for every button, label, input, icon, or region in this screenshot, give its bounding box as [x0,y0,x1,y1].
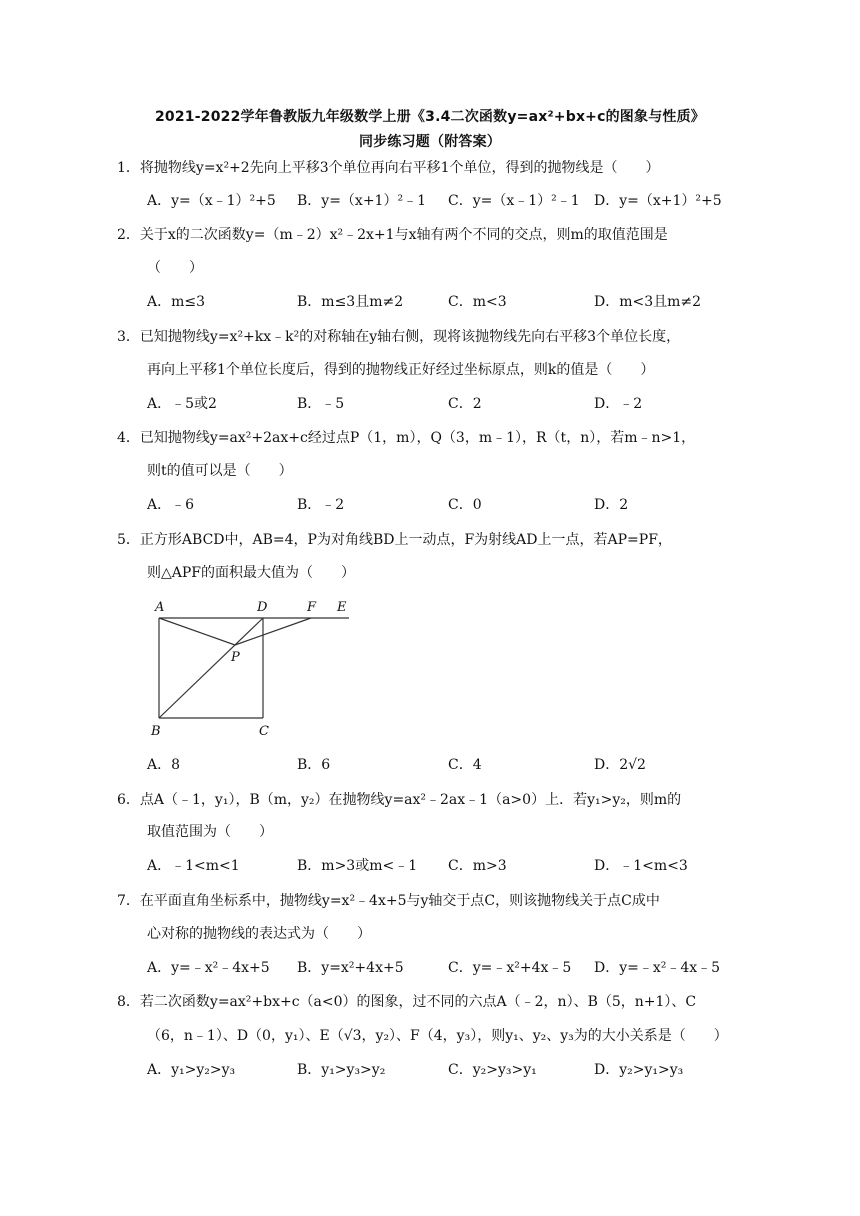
question-7-line-2: 心对称的抛物线的表达式为（ ） [147,926,371,942]
question-3-option-d: D．﹣2 [594,396,643,412]
question-8-line-1: 8．若二次函数y=ax²+bx+c（a<0）的图象，过不同的六点A（﹣2，n）、B（5，n+1）、C [117,994,697,1010]
question-4-option-d: D．2 [594,497,629,513]
segment-ap [159,618,235,645]
question-3-line-2: 再向上平移1个单位长度后，得到的抛物线正好经过坐标原点，则k的值是（ ） [147,362,655,378]
question-3-option-b: B．﹣5 [297,396,345,412]
question-8-option-b: B．y₁>y₃>y₂ [297,1062,386,1078]
label-d: D [257,600,268,615]
question-8-option-a: A．y₁>y₂>y₃ [147,1062,236,1078]
question-2-option-a: A．m≤3 [147,294,206,310]
question-8-option-d: D．y₂>y₁>y₃ [594,1062,684,1078]
document-title: 2021-2022学年鲁教版九年级数学上册《3.4二次函数y=ax²+bx+c的图象与性质》 [154,109,706,125]
document-subtitle: 同步练习题（附答案） [359,134,501,150]
question-4-line-1: 4．已知抛物线y=ax²+2ax+c经过点P（1，m），Q（3，m﹣1），R（t，n），若m﹣n>1， [117,430,696,446]
question-3-line-1: 3．已知抛物线y=x²+kx﹣k²的对称轴在y轴右侧，现将该抛物线先向右平移3个单位长度， [117,329,681,345]
question-1-line-1: 1．将抛物线y=x²+2先向上平移3个单位再向右平移1个单位，得到的抛物线是（ ） [117,160,660,176]
question-5-option-d: D．2√2 [594,757,646,773]
question-1-option-c: C．y=（x﹣1）²﹣1 [448,193,580,209]
label-f: F [307,600,317,615]
question-7-option-b: B．y=x²+4x+5 [297,960,404,976]
question-5-line-2: 则△APF的面积最大值为（ ） [147,565,356,581]
question-8-option-c: C．y₂>y₃>y₁ [448,1062,537,1078]
question-7-option-a: A．y=﹣x²﹣4x+5 [147,960,270,976]
question-2-line-1: 2．关于x的二次函数y=（m﹣2）x²﹣2x+1与x轴有两个不同的交点，则m的取值范围是 [117,227,668,243]
question-5-option-a: A．8 [147,757,181,773]
question-3-option-c: C．2 [448,396,482,412]
question-4-option-b: B．﹣2 [297,497,345,513]
question-5-line-1: 5．正方形ABCD中，AB=4，P为对角线BD上一动点，F为射线AD上一点，若AP=PF， [117,532,672,548]
question-8-line-2: （6，n﹣1）、D（0，y₁）、E（√3，y₂）、F（4，y₃），则y₁、y₂、y₃为的大小关系是（ ） [147,1028,728,1044]
question-2-option-c: C．m<3 [448,294,507,310]
question-6-option-a: A．﹣1<m<1 [147,858,240,874]
label-b: B [151,724,161,739]
square-diagram-svg [145,594,360,744]
question-1-option-d: D．y=（x+1）²+5 [594,193,722,209]
question-4-option-c: C．0 [448,497,482,513]
question-6-option-b: B．m>3或m<﹣1 [297,858,418,874]
segment-pf [235,618,311,645]
question-4-line-2: 则t的值可以是（ ） [147,463,293,479]
question-5-option-c: C．4 [448,757,482,773]
label-p: P [231,650,240,665]
question-2-line-2: （ ） [147,260,203,276]
question-7-line-1: 7．在平面直角坐标系中，抛物线y=x²﹣4x+5与y轴交于点C，则该抛物线关于点C成中 [117,893,660,909]
square-diagram [145,594,360,744]
question-6-option-d: D．﹣1<m<3 [594,858,688,874]
question-1-option-b: B．y=（x+1）²﹣1 [297,193,426,209]
question-7-option-d: D．y=﹣x²﹣4x﹣5 [594,960,721,976]
question-7-option-c: C．y=﹣x²+4x﹣5 [448,960,572,976]
label-e: E [337,600,347,615]
question-6-line-1: 6．点A（﹣1，y₁），B（m，y₂）在抛物线y=ax²﹣2ax﹣1（a>0）上．若y₁>y₂，则m的 [117,792,682,808]
label-c: C [259,724,269,739]
label-a: A [155,600,165,615]
question-5-option-b: B．6 [297,757,331,773]
question-4-option-a: A．﹣6 [147,497,195,513]
question-3-option-a: A．﹣5或2 [147,396,217,412]
question-1-option-a: A．y=（x﹣1）²+5 [147,193,276,209]
question-6-option-c: C．m>3 [448,858,507,874]
question-6-line-2: 取值范围为（ ） [147,824,273,840]
question-2-option-d: D．m<3且m≠2 [594,294,702,310]
question-2-option-b: B．m≤3且m≠2 [297,294,404,310]
diagonal-bd [159,618,263,718]
